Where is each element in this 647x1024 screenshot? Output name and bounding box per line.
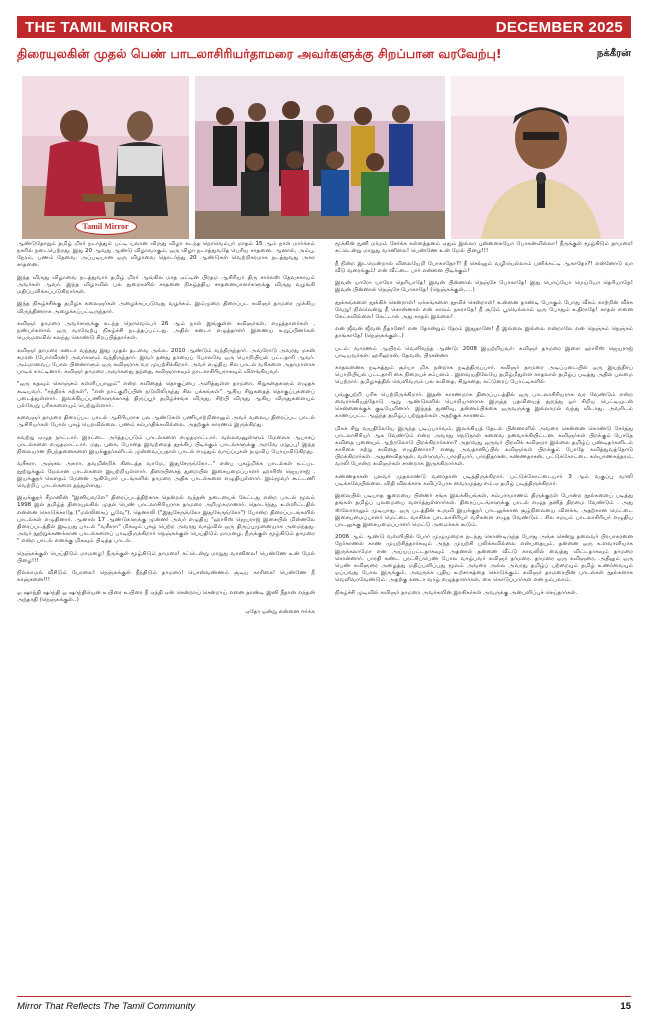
paragraph: கவற்று ஏழுத நாட்டார். இரட்டை அர்த்தப்படும் பாடல்களை எழுதமாட்டார். வல்லவனுள்ளும் மேலைக ஆபாசப் பாடல்களை எழுதமாட்டார். மது, புகை, போதை இவற்றைத் தூக்கிப் பிடிக்கும் பாடல்களுக்கு அறவே மறுப்பு! இந்த நிலையான நிபந்தனைகளை இயக்குநர்களிடம் முன்வைப்பதால் பாடல் எழுதும் வாய்ப்புகள் நழுவிப் போய்விடுகிறது.: [17, 434, 315, 456]
publication-name: THE TAMIL MIRROR: [25, 18, 174, 36]
paragraph: கவிஞர் தாமரை கனடா வந்தது இது முதல் தடவை அல்ல. 2010 ஆண்டும் வந்திருந்தார். அவரோடு அவரது மகன் சமரன் (போர்வீரன்) அவர்களும் வந்திருந்தார். இவர் தனது தாயைப் போலவே ஒரு பொறியியல் பட்டதாரி ஆவர். அம்மாவைப் போல பின்னாளும் ஒரு கவிஞராக வர முயற்சிக்கிறார். அவர் எழுதிய சில பாடல் வரிகளை அதாமாளாக பாடிக் காட்டினார். கவிஞர் தாமரை அவர்களது தந்தை, கவிஞராகவும் நாடகாசிரியராகவும் விளங்கியவர்.: [17, 347, 315, 376]
page-number: 15: [620, 1001, 631, 1012]
paragraph: மிகச் சிறு வயதிலேயே இருந்த படிப்பார்வம், இலக்கியத் தேடல் பின்னாளில் அவரை சென்னை கொண்டு சேர்த்து பாடலாசிரியர் ஆக வேண்டும் என்ற அவரது நெடுநாள் கனவை நனவாக்கியிட்டன. கவிஞர்கள் பிறக்கும் போதே கவிதை புனையும் ஆற்றலோடு பிறக்கிறார்களா? அதாவது ஒருவர் பிறவிக் கவிஞரா இல்லை தமிழ்ப் பண்டிதர்களிடம் காரிகை கற்று கவிதை எழுதினாரா? எனது அவதானிப்பில் கவிஞர்கள் பிறக்கும் போதே கவித்துவத்தோடு பிறக்கிறார்கள். அதுணவிதாதல், வள்ளுவர், பாரதியார், பாரதிதாசன், கண்ணதாசன், பட்டுக்கோட்டை கல்யாணசுந்தரம், வாலி போன்ற கவிஞர்கள் சான்றாக இருக்கிறார்கள்.: [335, 425, 633, 468]
photo-group: [195, 76, 445, 239]
paragraph: வசீகரா, அஞ்சல அசுரா, தவமின்றிக் கிடைத்த வரமே, இதுசேருங்கோ..." என்ப புகழ்மிக்க பாடல்கள் உட்பட நூற்றுக்கும் மேலான பாடல்களை இயற்றியுள்ளார். திரையிசைத் துறையில் இசையமைப்பாளர் ஹாரிஸ் ஜெயராஜ் , இயக்குநர் கௌதம் மேனன் ஆகியோர் படங்களில் தாமரை அதிக பாடல்களை எழுதியுள்ளார். இம்மூவர் கூட்டணி வெற்றிப் பாடல்களை தந்துள்ளது.: [17, 461, 315, 489]
paragraph: "ஒரு கதவும் கொஞ்சம் கள்ளிப்பாலும்" என்ற கவிதைத் தொகுப்பை அளித்துள்ள தாமரை, சிறுகதைகளும் எழுதக் கூடியவர். "சந்திரக் கற்கள்", "என் நாட்குறிப்பின் நடுவிலிருந்து சில பக்கங்கள்" ஆகிய சிறுகதைத் தொகுப்புகளைப் படைத்துள்ளார். இலக்கியப்பணிகளுக்காகத் திருப்பூர் தமிழ்ச்சங்க விருது, சிற்பி விருது ஆகிய விருதுகளையும் பல்வேறு பரிசுகளையும் பெற்றுள்ளார்.: [17, 381, 315, 409]
masthead-banner: [17, 16, 631, 38]
paragraph: கண்ணதாசன் புலவர் முதலாண்டு வரைதான் படித்திருக்கிறார். பட்டுக்கோட்டையார் 3 ஆம் வகுப்பு வாலி படிக்கவேயில்லை. விதி விலக்காக கவிப்பேரசு வைரமுத்து எம்.ஏ தமிழ் படித்திருக்கிறார்.: [335, 473, 633, 487]
lyric-verse: நெஞ்சுக்குள் பெய்திடும் மாமழை! நீருக்குள் மூழ்கிடும் தாமரை! சட்டென்று மாறுது வானிலை! பெண்ணே உன் மேல் பிழை!!!: [17, 550, 315, 564]
paragraph: கவைஞர் தாமரை திரைப்பட பாடல் ஆசிரியராக பல ஆண்டுகள் பணியாற்றினாலும் அவர் வலைய திரைப்பட பாடல் ஆசிரியர்கள் போல் புகழ் பெறவில்லை. பணம் சம்பாதிக்கவில்லை. அதற்குக் காரணம் இருக்கிறது.: [17, 415, 315, 429]
footer-tagline: Mirror That Reflects The Tamil Community: [17, 1001, 196, 1012]
paragraph: ஆண்டுதோறும் தமிழ் மிரர் நடாத்தும் பட்டி யலான விருது விழா கடந்த நொவெம்பர் மாதம் 15 ஆம் நாள் மார்க்கம் நகரில் நடைபெற்றது. இது 20 ஆவது ஆண்டு விழாவாகும். ஒரு விழா நடாத்துவதே பெரிய சாதனை. ஆனால், அம்பு, நேரம், பணம் தேவை. அப்படியான ஒரு விழாவை தொடர்ந்து 20 ஆண்டுகள் வெற்றிகரமாக நடத்துவது அசுர சாதனை.: [17, 241, 315, 269]
footer-divider: [17, 996, 631, 997]
watermark-logo: Tamil Mirror: [75, 218, 137, 235]
article-column-left: [17, 241, 315, 621]
paragraph: இயக்குநர் சீமானின் "இனியவளே" திரைப்படத்திற்காக தென்றல் வந்தன் நடையைக் கேட்டது என்ற பாடல் மூலம் 1998 இல் தமிழ்த் திரையுலகில் முதல் பெண் பாடலாசிரியராக தாமரை அறிமுகமானார். தொடர்ந்து, உள்ளிட்டதில் என்னை கொடுக்காதே ("மல்லிகைப் பூவே"), தெனாலி ("இதுசேருங்கோ இதுசேருங்கோ") போன்ற திரைப்படங்களில் பாடல்கள் எழுதினார். ஆனால் 17 ஆண்டுகளுக்கு முன்னர் அவர் எழுதிய "ஹாரிஸ் ஜெயராஜ் இசையில் மின்னலே திரைப்படத்தில் இடியது பாடல் "வசீகரா" மிகவும் புகழ் பெற்ற அவரது வாழ்வில் ஒரு திருப்புமுனையாக அமைந்தது. அவர் நூற்றுக்கணக்கான பாடல்களைப் பாடியிருக்கிறார் நெஞ்சுக்குள் பெய்திடும் மாமழை, நீருக்குள் மூழ்கிடும் தாமரை " என்ற பாடல் எனக்கு மிகவும் பிடித்த பாடல்.: [17, 495, 315, 545]
photo-guest-conversation: [22, 76, 189, 239]
lyric-verse: ஓ ஷாந்தி ஷாந்தி ஓ ஷாந்தியென் உயிரை உயிரை நீ ஏந்தி ஏன் சென்றாய் சென்றாய் எனை தாண்டி இனி நீதான் எந்தன் அந்தாதி (நெஞ்சுக்குள்..): [17, 589, 315, 603]
article-column-right: [335, 241, 633, 602]
article-byline: நக்கீரன்: [596, 48, 631, 59]
paragraph: காதலனைக நடிகத்தும் சூர்யா மிக நன்றாக நடித்திருப்பார். கவிஞர் தாமரை அடிப்படையில் ஒரு இயந்திரப் பொறியியல் பட்டதாரி கை நிறையச் சம்பளம் . இளவயதிலேயே தமிழ்மீதுள்ள காதலால் தமிழ்ப் படித்து அதில் புலமை பெற்றார். தமிழகத்தில் வெளிவரும் பல கவிதை, சிறுகதை, கட்டுரைப் போட்டிகளில்: [335, 365, 633, 386]
song-credits: படம்: வாரணம் ஆயிரம் வெளிவந்த ஆண்டு: 2008 இயற்றியவர்: கவிஞர் தாமரை இசை: ஹாரிஸ் ஜெயராஜ் பாடியவர்கள்: ஹரிஹரன், தேவன், பிரசன்னா: [335, 345, 633, 359]
lyric-verse: நில்லாமல் வீசிடும் பேரலை! நெஞ்சுக்குள் நீந்திடும் தாமரை! பொன்வண்ணம் சூடிய காரிகை! பெண்ணே நீ காஞ்சனை!!!: [17, 570, 315, 584]
photo-poet-portrait: [451, 76, 624, 239]
page-footer: [17, 1001, 631, 1012]
lyric-verse: என் ஜீவன் ஜீவன் நீதானே! என தோன்றும் நேரம் இதுதானே! நீ இல்லை இல்லை என்றாலே என் நெஞ்சம் நெஞ்சம் தாங்காதே! (நெஞ்சுக்குள்..): [335, 326, 633, 340]
paragraph: 2006 ஆம் ஆண்டு வள்ளியில் போர் முழுமுறைக நடந்து கொண்டிருந்த போது அங்க சென்று தலைவர் பிரபாகரனை நேர்காணல் காண முயற்சித்தார்கவும் அந்த முயற்சி பலிக்கவில்லை என்பதையும், தன்னை ஒரு உளவாளியாக இருக்கலாமோ என அய்யப்பட்டதாகவும் அதனால் தன்னை வீட்டு காவலில் வைத்து விட்டதாகவும் தாமரை சொன்னார். பாரதி கண்ட புரட்சிப்பெண் போல வாழ்பவர் கவிஞர் தாமரை. தாமரை ஒரு கவிஞரை, அதிலும் ஒரு பெண் கவிஞரை அழைத்து மதிப்பளிப்பது மூலம் அவரை அல்ல அவரது தமிழ்ப் பற்றையும் தமிழ் உணர்வையும் ஒப்பவது போல இருக்கும். அவருக்க புதிய உற்சாகத்தை கொடுக்கும். கவிஞர் தாமரையின் பாடல்கள் நூல்களாக வெளிவரவேண்டும். அதற்கு கனடா வாழ் எழுத்தாளர்கள், கை கொடுப்பார்கள் என நம்பலாம்.: [335, 534, 633, 584]
lyric-verse: தூக்கங்களை தூக்கிச் சென்றாள்! ஏக்கங்களை தூவிச் சென்றாள்! உன்னை தாண்டி போகும் போது வீசும் காற்றின் வீச்சு வேறு! நில்லென்று நீ சொன்னால் என் காலம் நகராதே! நீ சூடும் பூவெல்லாம் ஒரு போதும் உதிராதே! காதல் எனை கேட்கவில்லை! கேட்டால் அது காதல் இல்லை!: [335, 299, 633, 320]
paragraph: இந்த நிகழ்ச்சிக்கு தமிழக கலைஞர்கள் அழைக்கப்படுவது வழக்கம். இம்முறை திரைப்பட கவிஞர் தாமரை முக்கிய விருந்தினராக அழைக்கப்பட்டிருந்தார்.: [17, 301, 315, 315]
lyric-verse: நீ நின்ற இடமென்றால் விலையேறி போகாதோ?! நீ செல்லும் வழியெல்லாம் பனிக்கட்டி ஆகாதோ?! என்னோடு வா வீடு வரைக்கும்! என் வீட்டை பார் என்னை பிடிக்கும்!: [335, 260, 633, 274]
lyric-verse: இவன் யாரோ யாரோ தெரியாதே! இவன் பின்னால் நெஞ்சே போகாதே! இது பொய்யோ மெய்யோ தெரியாதே! இவன் பின்னால் நெஞ்சே போகாதே! (நெஞ்சுக்குள்,....): [335, 280, 633, 294]
lyric-verse: மூக்கின் நுனி மர்மம் சேர்க்க கள்ளத்தனம் ஏதும் இல்லா புன்னகையோ போகன்வில்லா! நீருக்குள் மூழ்கிடும் தாமரை! சட்டென்று மாறுது வானிலை! பெண்ணே உன் மேல் பிழை!!!: [335, 241, 633, 255]
issue-date: DECEMBER 2025: [495, 18, 623, 36]
lyric-verse-tail: ஏதோ ஒன்று என்னை ஈர்க்க: [245, 609, 315, 615]
headline-row: [17, 42, 631, 66]
paragraph: நிகழ்ச்சி முடிவில் கவிஞர் தாமரை அவர்களின் இரசிகர்கள் அவருக்கு அன்பளிப்புச் செய்தார்கள்.: [335, 589, 578, 596]
paragraph: இலையில் படியாத குறையை பின்னர் சங்க இலக்கியங்கள், கம்பராமாணம் திருக்குறள் போன்ற நூல்களைப் படித்து தங்கள் தமிழ்ப் புலமையை வளர்த்துள்ளார்கள். திரைப்படங்களுக்கு பாடல் எழுத தனித் திறமை வேண்டும் . அது ஸ்லோராலும் முடியாது. ஒரு படத்தின் உருவி இயக்குநர் பாடலுக்கான சூழ்நிலையை விளக்க, அதற்கான மெட்டை இசையமைப்பாளர் மெட்டை வாசிக்க பாடலாசிரியர் வரிகளை எழுத வேண்டும் . சில சமயம் பாடலாசிரியர் எழுதிய பாடலுக்கு இசையமைப்பாளர் மெட்டு அமைக்கக் கூடும்.: [335, 493, 633, 528]
paragraph: கவிஞர் தாமரை அவர்களுக்கு கடந்த நொவெம்பர் 26 ஆம் நாள் இங்குள்ள கவிஞர்கள், எழுத்தாளர்கள் , நண்பர்களால் ஒரு வரவேற்பு நிகழ்ச்சி நடத்தப்பட்டது. அதில் கனடா எழுத்தாளர் இணைய உறுப்பினர்கள் பெருமளவில் கலந்து கொண்டு சிறப்பித்தார்கள்.: [17, 320, 315, 342]
paragraph: இந்த விருது விழாவை நடத்துவார் தமிழ் மிரர் ஆங்கில மாத ஏட்டின் பிரதம ஆசிரியர் திரு சார்லஸ் தேவசகாயம் அவர்கள் ஆவர். இந்த விழாவில் பல துறைகளில் சாதனை நிகழ்த்திய சாதனையாளர்களுக்கு விருது வழங்கி மதிப்பளிக்கப்படுகிறார்கள்.: [17, 274, 315, 296]
article-headline: திரையுலகின் முதல் பெண் பாடலாசிரியர்தாமரை அவர்களுக்கு சிறப்பான வரவேற்பு!: [17, 45, 502, 61]
paragraph: பங்குபற்றி பரிசு பெற்றிருக்கிறார். இதன் காரணமாக திரைப்படத்தில் ஒரு பாடலாசிரியராக வர வேண்டும் என்ற வைராக்கியத்தோடு ஆறு ஆண்டுகளில் பொறியாளராக இருந்த பதவியைத் துறந்து ஓர் சிறிய பெட்டியுடன் சென்னைக்குக் குடியேறினார். இந்தத் துணிவு, தன்னம்பிக்கை ஒருவருக்கு இல்லாமல் வந்து விடாது. அவரிடம் காணப்பட்ட ஆழ்ந்த தமிழ்ப் பற்றுதல்கள் அதற்குக் காரணம்.: [335, 391, 633, 420]
